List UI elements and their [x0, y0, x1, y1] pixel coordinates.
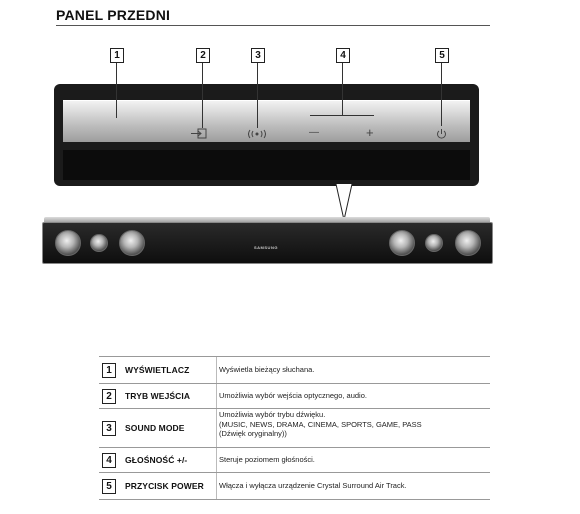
control-strip	[63, 100, 470, 142]
row-desc: Wyświetla bieżący słuchana.	[219, 365, 315, 374]
row-number: 4	[102, 453, 116, 468]
row-separator	[216, 473, 217, 499]
row-name: PRZYCISK POWER	[125, 481, 204, 491]
brand-logo: SAMSUNG	[254, 245, 278, 250]
page-title: PANEL PRZEDNI	[56, 7, 171, 23]
speaker-left-1	[55, 230, 81, 256]
callout-5: 5	[435, 48, 449, 63]
callout-1: 1	[110, 48, 124, 63]
leader-1	[116, 63, 117, 118]
table-row	[99, 384, 490, 409]
leader-4-bar	[310, 115, 374, 116]
leader-4	[342, 63, 343, 115]
row-desc: Umożliwia wybór wejścia optycznego, audio.	[219, 391, 367, 400]
panel-lower	[63, 150, 470, 180]
sound-mode-icon	[248, 129, 266, 139]
row-name: SOUND MODE	[125, 423, 185, 433]
volume-plus-icon: +	[366, 125, 374, 140]
table-row	[99, 357, 490, 384]
callout-3: 3	[251, 48, 265, 63]
speaker-right-3	[455, 230, 481, 256]
row-desc-line: (MUSIC, NEWS, DRAMA, CINEMA, SPORTS, GAME, PASS	[219, 419, 422, 429]
row-number: 5	[102, 479, 116, 494]
row-desc-line: Umożliwia wybór trybu dźwięku.	[219, 410, 326, 419]
row-separator	[216, 409, 217, 447]
leader-3	[257, 63, 258, 128]
row-desc: Steruje poziomem głośności.	[219, 455, 315, 464]
input-icon	[190, 128, 208, 140]
row-separator	[216, 384, 217, 408]
row-name: TRYB WEJŚCIA	[125, 391, 191, 401]
row-desc-line: (Dźwięk oryginalny))	[219, 429, 287, 438]
speaker-left-3	[119, 230, 145, 256]
row-desc	[219, 410, 487, 439]
row-number: 2	[102, 389, 116, 404]
callout-2: 2	[196, 48, 210, 63]
volume-minus-icon: —	[309, 127, 319, 138]
table-row	[99, 409, 490, 448]
title-divider	[56, 25, 490, 26]
leader-5	[441, 63, 442, 126]
speaker-right-1	[389, 230, 415, 256]
row-number: 3	[102, 421, 116, 436]
row-desc: Włącza i wyłącza urządzenie Crystal Surround Air Track.	[219, 481, 407, 490]
leader-2	[202, 63, 203, 128]
table-row	[99, 448, 490, 473]
speaker-right-2	[425, 234, 443, 252]
row-separator	[216, 448, 217, 472]
speaker-left-2	[90, 234, 108, 252]
row-number: 1	[102, 363, 116, 378]
row-name: GŁOŚNOŚĆ +/-	[125, 455, 188, 465]
row-separator	[216, 357, 217, 383]
callout-4: 4	[336, 48, 350, 63]
row-name: WYŚWIETLACZ	[125, 365, 190, 375]
table-row	[99, 473, 490, 500]
power-icon	[436, 128, 447, 140]
